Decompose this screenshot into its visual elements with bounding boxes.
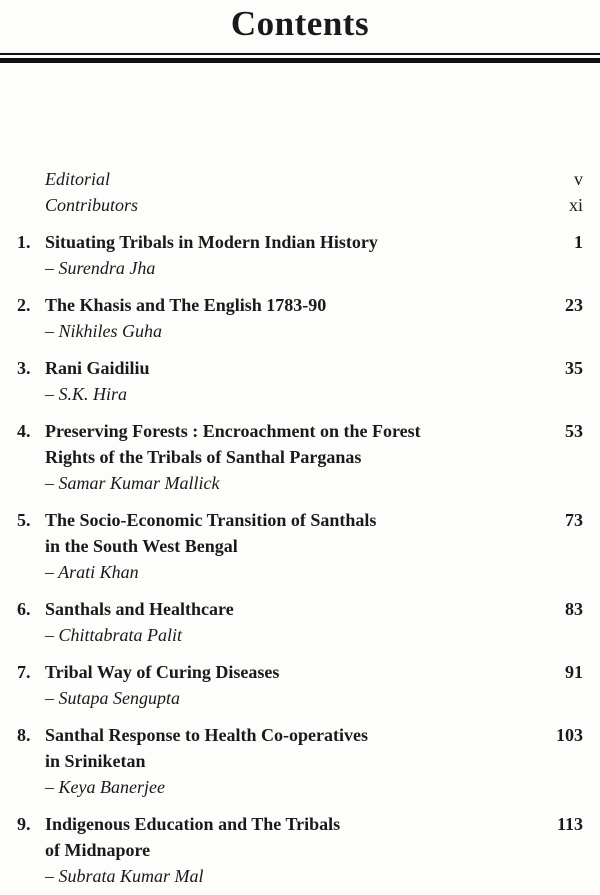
- entry-title-line: of Midnapore: [45, 840, 151, 860]
- entry-page-number: 73: [565, 510, 583, 530]
- entry-title-line: in Sriniketan: [45, 751, 146, 771]
- entry-number: 3.: [17, 358, 31, 378]
- entry-author: – Samar Kumar Mallick: [45, 473, 220, 493]
- entry-number: 8.: [17, 725, 31, 745]
- entry-title-line: Situating Tribals in Modern Indian History: [45, 232, 378, 252]
- entry-author: – Surendra Jha: [45, 258, 156, 278]
- toc-entry-head: [17, 811, 583, 863]
- page-number: v: [574, 169, 583, 189]
- entry-page-number: 35: [565, 358, 583, 378]
- entry-author: – S.K. Hira: [45, 384, 128, 404]
- entry-title: [45, 229, 566, 255]
- toc-entry: [0, 659, 600, 711]
- entry-author: – Subrata Kumar Mal: [45, 866, 204, 886]
- entry-number: 7.: [17, 662, 31, 682]
- entry-number: 5.: [17, 510, 31, 530]
- toc-entry-head: [17, 292, 583, 318]
- entry-number: 6.: [17, 599, 31, 619]
- entry-title-line: Santhal Response to Health Co-operatives: [45, 725, 368, 745]
- entry-page-number: 23: [565, 295, 583, 315]
- entry-author: – Keya Banerjee: [45, 777, 165, 797]
- entry-number: 4.: [17, 421, 31, 441]
- divider-rule-thin: [0, 53, 600, 55]
- page-number: xi: [568, 195, 583, 215]
- toc-entry-head: [17, 722, 583, 774]
- entry-author: – Arati Khan: [45, 562, 139, 582]
- toc-entry-head: [17, 355, 583, 381]
- divider-rule-thick: [0, 58, 600, 63]
- entry-title: [45, 722, 548, 774]
- front-matter-row: [0, 166, 600, 192]
- entry-title: [45, 659, 557, 685]
- entry-page-number: 53: [565, 421, 583, 441]
- front-matter-row: [0, 192, 600, 218]
- toc-entry: [0, 596, 600, 648]
- entry-title: [45, 355, 557, 381]
- entry-author: – Sutapa Sengupta: [45, 688, 180, 708]
- entry-title-line: Indigenous Education and The Tribals: [45, 814, 341, 834]
- entry-title: [45, 292, 557, 318]
- entry-page-number: 83: [565, 599, 583, 619]
- front-matter-label: Editorial: [45, 169, 111, 189]
- table-of-contents: [0, 166, 600, 889]
- entry-page-number: 91: [565, 662, 583, 682]
- chapter-entries-list: [0, 229, 600, 889]
- toc-entry-head: [17, 418, 583, 470]
- toc-entry: [0, 507, 600, 585]
- entry-page-number: 1: [574, 232, 583, 252]
- toc-entry: [0, 292, 600, 344]
- toc-entry-head: [17, 659, 583, 685]
- entry-page-number: 113: [556, 814, 583, 834]
- entry-title: [45, 507, 557, 559]
- page-title: Contents: [230, 4, 370, 43]
- entry-number: 2.: [17, 295, 31, 315]
- entry-title: [45, 811, 549, 863]
- entry-title-line: Santhals and Healthcare: [45, 599, 234, 619]
- entry-author: – Chittabrata Palit: [45, 625, 183, 645]
- toc-entry: [0, 418, 600, 496]
- entry-page-number: 103: [556, 725, 583, 745]
- toc-entry: [0, 355, 600, 407]
- entry-title-line: in the South West Bengal: [45, 536, 238, 556]
- entry-number: 9.: [17, 814, 31, 834]
- toc-entry-head: [17, 229, 583, 255]
- entry-number: 1.: [17, 232, 31, 252]
- entry-title: [45, 596, 557, 622]
- toc-entry: [0, 811, 600, 889]
- toc-entry: [0, 722, 600, 800]
- toc-entry-head: [17, 507, 583, 559]
- entry-title: [45, 418, 557, 470]
- entry-title-line: Rani Gaidiliu: [45, 358, 150, 378]
- toc-entry-head: [17, 596, 583, 622]
- entry-title-line: Tribal Way of Curing Diseases: [45, 662, 280, 682]
- front-matter-label: Contributors: [45, 195, 139, 215]
- front-matter-list: [0, 166, 600, 218]
- entry-title-line: The Socio-Economic Transition of Santhals: [45, 510, 377, 530]
- entry-author: – Nikhiles Guha: [45, 321, 162, 341]
- toc-entry: [0, 229, 600, 281]
- entry-title-line: Preserving Forests : Encroachment on the Forest: [45, 421, 421, 441]
- entry-title-line: The Khasis and The English 1783-90: [45, 295, 327, 315]
- entry-title-line: Rights of the Tribals of Santhal Parganas: [45, 447, 362, 467]
